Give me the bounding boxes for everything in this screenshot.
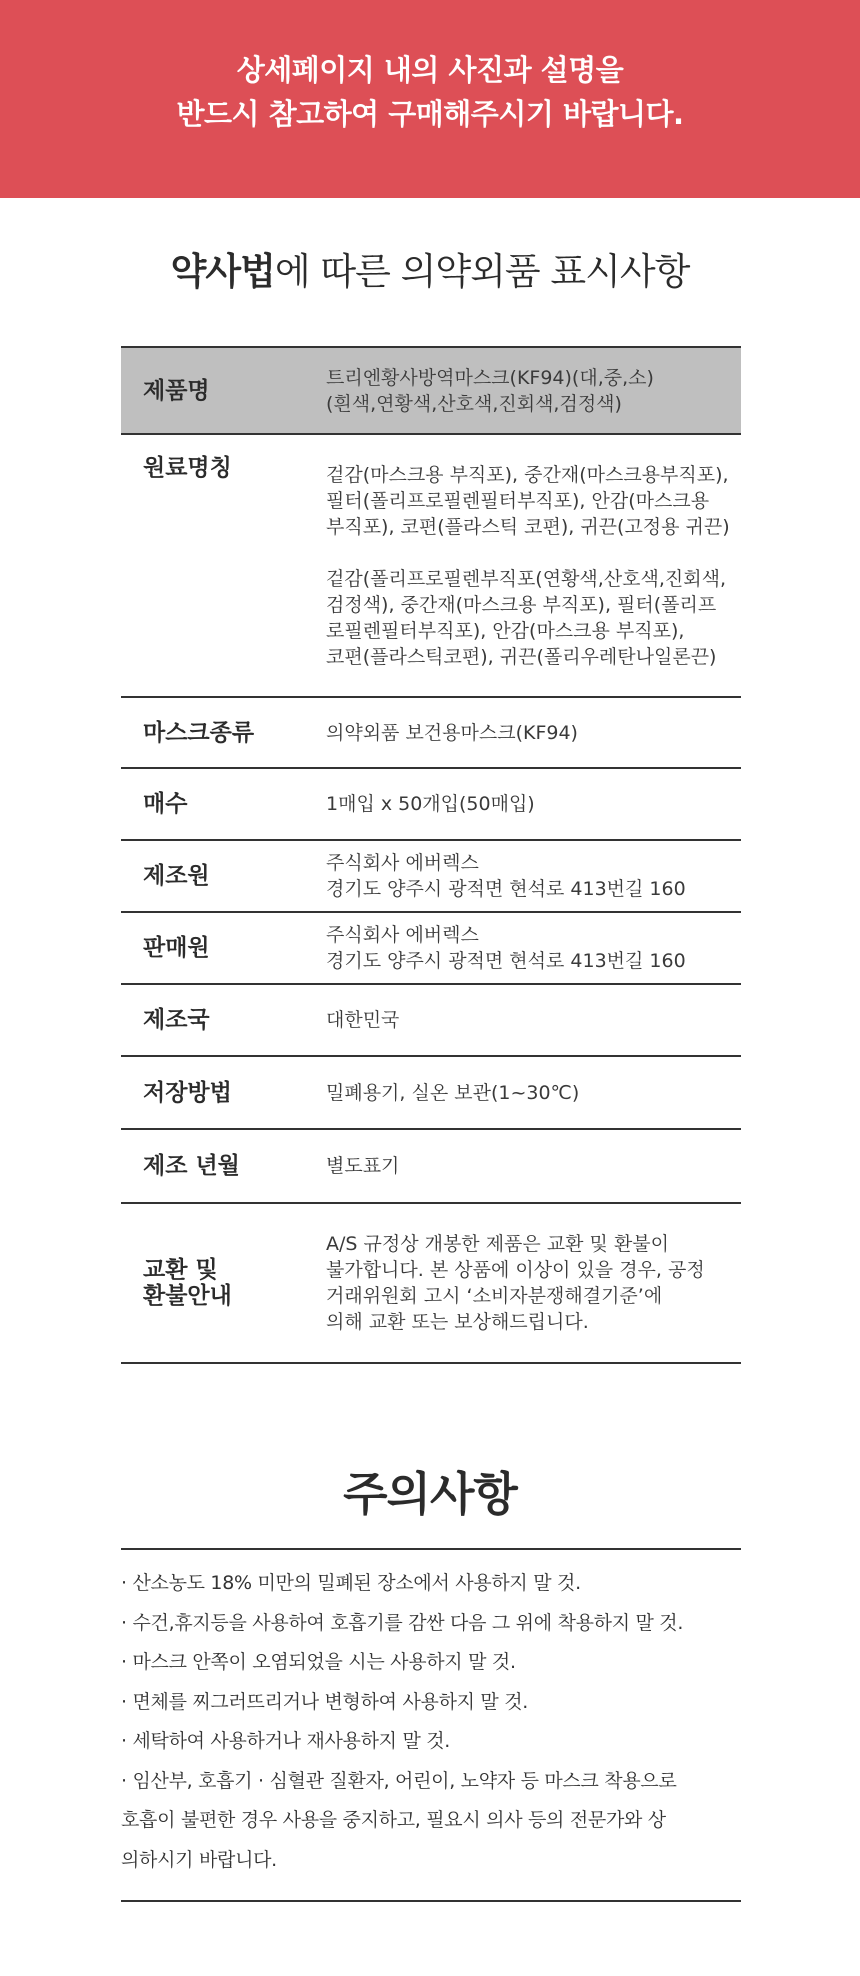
caution-item: · 임산부, 호흡기 · 심혈관 질환자, 어린이, 노약자 등 마스크 착용으로 xyxy=(121,1769,677,1792)
row-label: 제품명 xyxy=(121,347,326,434)
value-line: 별도표기 xyxy=(326,1155,400,1177)
table-row-seller xyxy=(121,912,741,984)
value-line: 주식회사 에버렉스 xyxy=(326,852,479,874)
value-line: 코편(플라스틱코편), 귀끈(폴리우레탄나일론끈) xyxy=(326,645,717,668)
value-line: 겉감(폴리프로필렌부직포(연황색,산호색,진회색, xyxy=(326,567,727,590)
value-line: 겉감(마스크용 부직포), 중간재(마스크용부직포), xyxy=(326,463,729,486)
value-line: 부직포), 코편(플라스틱 코편), 귀끈(고정용 귀끈) xyxy=(326,515,730,538)
value-line: 검정색), 중간재(마스크용 부직포), 필터(폴리프 xyxy=(326,593,717,616)
value-line: 주식회사 에버렉스 xyxy=(326,924,479,946)
caution-item-continued: 의하시기 바랍니다. xyxy=(121,1848,277,1871)
row-value xyxy=(326,840,741,912)
row-value xyxy=(326,984,741,1056)
value-line: 밀폐용기, 실온 보관(1~30℃) xyxy=(326,1081,580,1104)
table-row-refund xyxy=(121,1203,741,1363)
row-value xyxy=(326,1129,741,1203)
row-label: 제조원 xyxy=(121,840,326,912)
banner-line-1: 상세페이지 내의 사진과 설명을 xyxy=(236,53,624,87)
caution-item: · 수건,휴지등을 사용하여 호흡기를 감싼 다음 그 위에 착용하지 말 것. xyxy=(121,1611,684,1634)
caution-list xyxy=(121,1548,741,1902)
table-row-manufacture-date xyxy=(121,1129,741,1203)
value-line: A/S 규정상 개봉한 제품은 교환 및 환불이 xyxy=(326,1233,670,1255)
table-row-storage xyxy=(121,1056,741,1129)
row-value xyxy=(326,434,741,697)
banner-line-2: 반드시 참고하여 구매해주시기 바랍니다. xyxy=(176,97,684,131)
row-value xyxy=(326,347,741,434)
row-label-line: 교환 및 xyxy=(143,1257,218,1283)
row-value xyxy=(326,697,741,768)
value-line: 경기도 양주시 광적면 현석로 413번길 160 xyxy=(326,950,686,972)
table-row-mask-type xyxy=(121,697,741,768)
value-line: 로필렌필터부직포), 안감(마스크용 부직포), xyxy=(326,619,685,642)
row-label: 저장방법 xyxy=(121,1056,326,1129)
value-line: 1매입 x 50개입(50매입) xyxy=(326,793,535,815)
labeling-title-bold: 약사법 xyxy=(170,250,275,293)
value-line: 의약외품 보건용마스크(KF94) xyxy=(326,721,578,744)
row-value xyxy=(326,1056,741,1129)
row-label: 매수 xyxy=(121,768,326,840)
value-line: 경기도 양주시 광적면 현석로 413번길 160 xyxy=(326,878,686,900)
caution-item: · 면체를 찌그러뜨리거나 변형하여 사용하지 말 것. xyxy=(121,1690,528,1713)
table-row-product-name xyxy=(121,347,741,434)
caution-item-continued: 호흡이 불편한 경우 사용을 중지하고, 필요시 의사 등의 전문가와 상 xyxy=(121,1809,666,1831)
row-label xyxy=(121,1203,326,1363)
table-row-materials xyxy=(121,434,741,697)
row-value xyxy=(326,912,741,984)
caution-item: · 산소농도 18% 미만의 밀폐된 장소에서 사용하지 말 것. xyxy=(121,1572,581,1594)
row-label: 원료명칭 xyxy=(121,434,326,697)
row-value xyxy=(326,768,741,840)
labeling-title-rest: 에 따른 의약외품 표시사항 xyxy=(274,250,690,293)
product-info-table xyxy=(121,346,741,1364)
row-label-line: 환불안내 xyxy=(143,1283,232,1309)
value-line: 거래위원회 고시 ‘소비자분쟁해결기준’에 xyxy=(326,1285,663,1307)
caution-item: · 마스크 안쪽이 오염되었을 시는 사용하지 말 것. xyxy=(121,1651,516,1673)
row-label: 제조국 xyxy=(121,984,326,1056)
row-label: 제조 년월 xyxy=(121,1129,326,1203)
value-line: (흰색,연황색,산호색,진회색,검정색) xyxy=(326,392,622,415)
value-line: 필터(폴리프로필렌필터부직포), 안감(마스크용 xyxy=(326,489,710,512)
row-label: 마스크종류 xyxy=(121,697,326,768)
caution-title: 주의사항 xyxy=(343,1467,517,1521)
table-row-country xyxy=(121,984,741,1056)
value-line: 의해 교환 또는 보상해드립니다. xyxy=(326,1311,589,1333)
row-label: 판매원 xyxy=(121,912,326,984)
labeling-title xyxy=(0,242,860,302)
value-line: 트리엔황사방역마스크(KF94)(대,중,소) xyxy=(326,366,654,389)
table-row-manufacturer xyxy=(121,840,741,912)
value-line: 대한민국 xyxy=(326,1009,400,1031)
notice-banner xyxy=(0,0,860,198)
value-line: 불가합니다. 본 상품에 이상이 있을 경우, 공정 xyxy=(326,1259,705,1281)
table-row-count xyxy=(121,768,741,840)
row-value xyxy=(326,1203,741,1363)
caution-item: · 세탁하여 사용하거나 재사용하지 말 것. xyxy=(121,1730,451,1752)
